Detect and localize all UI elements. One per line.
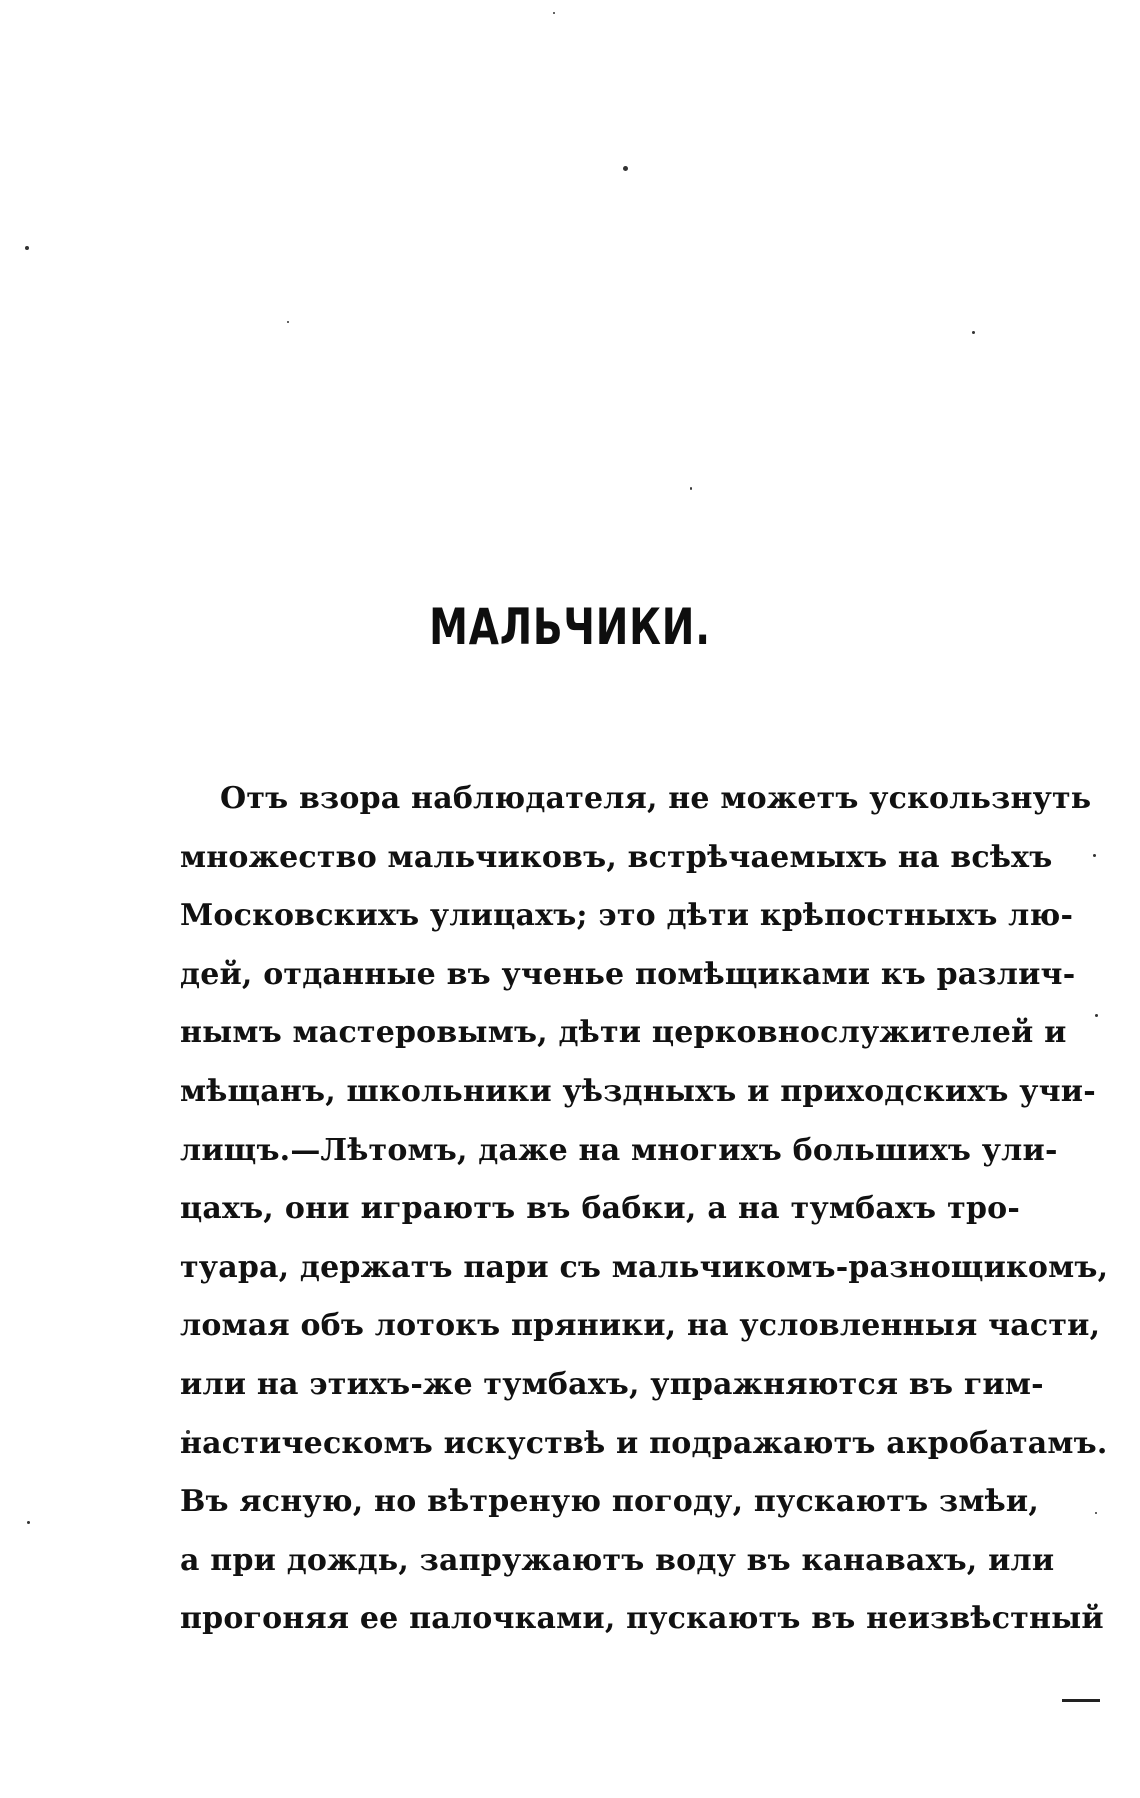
text-line: Въ ясную, но вѣтреную погоду, пускаютъ змѣи, [180,1484,1040,1520]
chapter-title: МАЛЬЧИКИ. [429,598,711,656]
text-line: нымъ мастеровымъ, дѣти церковнослужителей и [180,1015,1067,1051]
text-line: цахъ, они играютъ въ бабки, а на тумбахъ тро- [180,1191,1020,1227]
scan-speck [623,166,628,171]
scan-speck [972,331,975,334]
body-text [180,770,1109,1649]
page-edge-mark [1062,1699,1100,1702]
scan-speck [1095,1014,1098,1017]
text-line: а при дождь, запружаютъ воду въ канавахъ, или [180,1542,1055,1578]
scan-speck [1093,854,1096,857]
text-line: или на этихъ-же тумбахъ, упражняются въ гим- [180,1366,1044,1402]
text-line: дей, отданные въ ученье помѣщиками къ различ- [180,956,1076,992]
text-line: ломая объ лотокъ пряники, на условленныя части, [180,1308,1101,1344]
text-line: настическомъ искуствѣ и подражаютъ акробатамъ. [180,1425,1108,1461]
scan-speck [553,12,555,14]
text-line: множество мальчиковъ, встрѣчаемыхъ на всѣхъ [180,839,1053,875]
scan-speck [27,1521,30,1524]
text-line: мѣщанъ, школьники уѣздныхъ и приходскихъ учи- [180,1073,1096,1109]
text-line: Отъ взора наблюдателя, не можетъ ускользнуть [220,781,1092,816]
text-line: туара, держатъ пари съ мальчикомъ-разнощикомъ, [180,1249,1109,1285]
text-line: лищъ.—Лѣтомъ, даже на многихъ большихъ ули- [180,1132,1058,1168]
scan-speck [1095,1512,1097,1514]
scan-speck [25,246,29,250]
text-line: Московскихъ улицахъ; это дѣти крѣпостныхъ лю- [180,898,1074,934]
text-line: прогоняя ее палочками, пускаютъ въ неизвѣстный [180,1601,1104,1637]
scan-speck [287,321,289,323]
scan-speck [690,487,692,490]
